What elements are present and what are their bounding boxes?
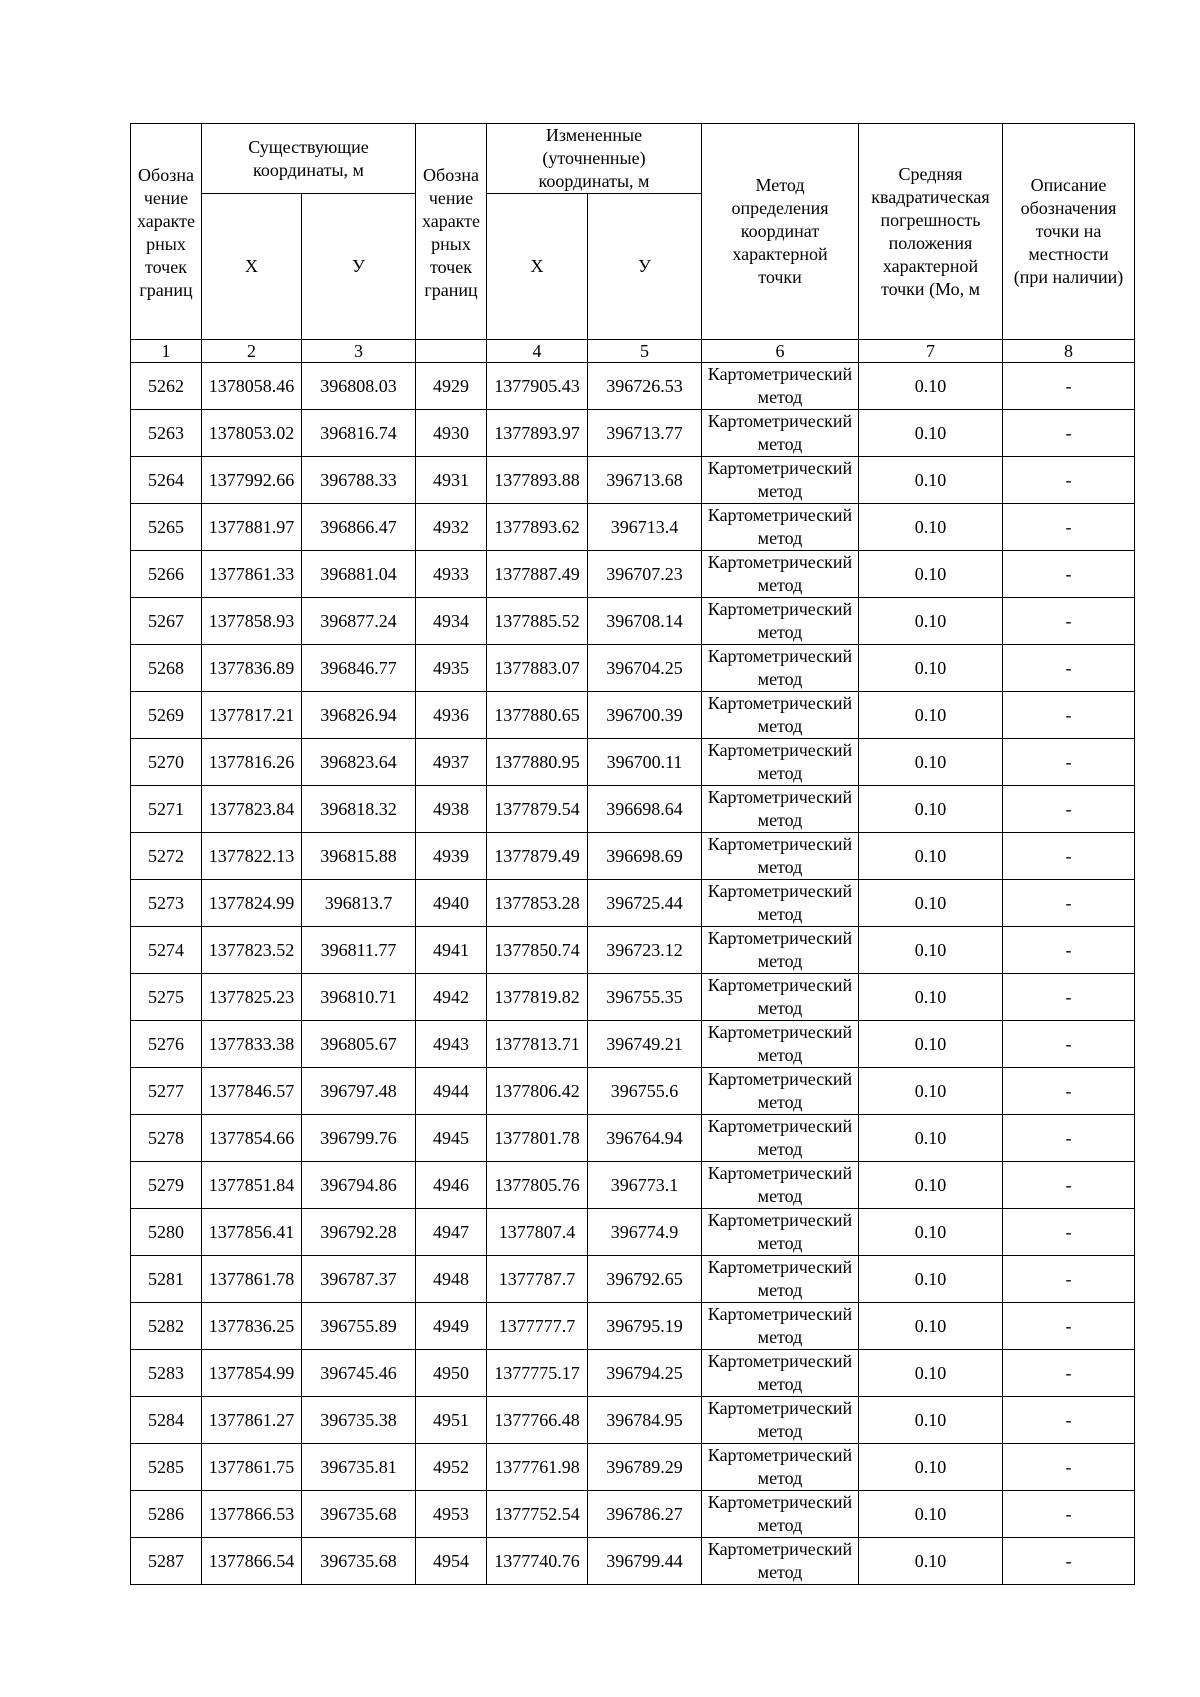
x-changed-cell: 1377801.78 [487, 1115, 588, 1162]
y-changed-cell: 396774.9 [588, 1209, 702, 1256]
method-cell: Картометрический метод [702, 786, 859, 833]
x-existing-cell: 1378058.46 [202, 363, 302, 410]
description-cell: - [1003, 1162, 1135, 1209]
point-existing-cell: 5283 [131, 1350, 202, 1397]
y-existing-cell: 396818.32 [302, 786, 416, 833]
header-method-label: Метод определения координат характерной точки [731, 175, 829, 287]
error-cell: 0.10 [859, 927, 1003, 974]
y-existing-cell: 396826.94 [302, 692, 416, 739]
point-changed-cell: 4948 [416, 1256, 487, 1303]
x-existing-cell: 1377866.53 [202, 1491, 302, 1538]
point-existing-cell: 5284 [131, 1397, 202, 1444]
method-cell: Картометрический метод [702, 739, 859, 786]
method-cell: Картометрический метод [702, 363, 859, 410]
method-cell: Картометрический метод [702, 1209, 859, 1256]
point-changed-cell: 4933 [416, 551, 487, 598]
y-changed-cell: 396713.4 [588, 504, 702, 551]
table-row [131, 504, 1135, 551]
description-cell: - [1003, 363, 1135, 410]
point-existing-cell: 5271 [131, 786, 202, 833]
y-changed-cell: 396700.39 [588, 692, 702, 739]
x-existing-cell: 1377866.54 [202, 1538, 302, 1585]
error-cell: 0.10 [859, 1397, 1003, 1444]
header-designation-existing-label: Обозна чение характе рных точек границ [136, 164, 196, 300]
point-changed-cell: 4931 [416, 457, 487, 504]
y-changed-cell: 396698.64 [588, 786, 702, 833]
header-designation-changed [416, 124, 487, 340]
point-existing-cell: 5280 [131, 1209, 202, 1256]
column-number: 1 [131, 340, 202, 363]
coordinates-table [130, 123, 1135, 1585]
point-changed-cell: 4951 [416, 1397, 487, 1444]
method-cell: Картометрический метод [702, 927, 859, 974]
method-cell: Картометрический метод [702, 880, 859, 927]
table-row [131, 833, 1135, 880]
point-existing-cell: 5282 [131, 1303, 202, 1350]
point-changed-cell: 4945 [416, 1115, 487, 1162]
table-row [131, 1068, 1135, 1115]
y-changed-cell: 396713.77 [588, 410, 702, 457]
y-changed-cell: 396755.6 [588, 1068, 702, 1115]
description-cell: - [1003, 1397, 1135, 1444]
y-changed-cell: 396708.14 [588, 598, 702, 645]
x-existing-cell: 1377854.99 [202, 1350, 302, 1397]
y-existing-cell: 396810.71 [302, 974, 416, 1021]
point-existing-cell: 5267 [131, 598, 202, 645]
table-row [131, 1209, 1135, 1256]
x-existing-cell: 1377836.89 [202, 645, 302, 692]
x-changed-cell: 1377787.7 [487, 1256, 588, 1303]
point-changed-cell: 4934 [416, 598, 487, 645]
y-existing-cell: 396788.33 [302, 457, 416, 504]
description-cell: - [1003, 1115, 1135, 1162]
point-existing-cell: 5270 [131, 739, 202, 786]
description-cell: - [1003, 1491, 1135, 1538]
x-changed-cell: 1377887.49 [487, 551, 588, 598]
table-header [131, 124, 1135, 363]
point-existing-cell: 5273 [131, 880, 202, 927]
x-changed-cell: 1377883.07 [487, 645, 588, 692]
table-row [131, 880, 1135, 927]
point-changed-cell: 4946 [416, 1162, 487, 1209]
point-changed-cell: 4941 [416, 927, 487, 974]
error-cell: 0.10 [859, 1021, 1003, 1068]
x-existing-cell: 1377861.78 [202, 1256, 302, 1303]
error-cell: 0.10 [859, 1115, 1003, 1162]
y-existing-cell: 396755.89 [302, 1303, 416, 1350]
method-cell: Картометрический метод [702, 504, 859, 551]
point-changed-cell: 4954 [416, 1538, 487, 1585]
error-cell: 0.10 [859, 692, 1003, 739]
header-error [859, 124, 1003, 340]
point-existing-cell: 5262 [131, 363, 202, 410]
point-existing-cell: 5276 [131, 1021, 202, 1068]
point-changed-cell: 4953 [416, 1491, 487, 1538]
y-existing-cell: 396815.88 [302, 833, 416, 880]
header-x-changed: Х [487, 194, 588, 340]
header-description-label: Описание обозначения точки на местности (при наличии) [1013, 175, 1124, 287]
description-cell: - [1003, 1538, 1135, 1585]
y-changed-cell: 396713.68 [588, 457, 702, 504]
x-existing-cell: 1377861.33 [202, 551, 302, 598]
point-existing-cell: 5268 [131, 645, 202, 692]
point-changed-cell: 4932 [416, 504, 487, 551]
y-changed-cell: 396794.25 [588, 1350, 702, 1397]
header-method [702, 124, 859, 340]
x-changed-cell: 1377813.71 [487, 1021, 588, 1068]
table-row [131, 1115, 1135, 1162]
y-existing-cell: 396808.03 [302, 363, 416, 410]
header-existing-coordinates-label: Существующие координаты, м [248, 137, 369, 180]
description-cell: - [1003, 1444, 1135, 1491]
description-cell: - [1003, 410, 1135, 457]
x-existing-cell: 1377833.38 [202, 1021, 302, 1068]
y-changed-cell: 396749.21 [588, 1021, 702, 1068]
description-cell: - [1003, 880, 1135, 927]
column-number: 3 [302, 340, 416, 363]
table-row [131, 1491, 1135, 1538]
table-row [131, 1538, 1135, 1585]
column-number: 6 [702, 340, 859, 363]
description-cell: - [1003, 786, 1135, 833]
description-cell: - [1003, 974, 1135, 1021]
column-number: 8 [1003, 340, 1135, 363]
point-existing-cell: 5281 [131, 1256, 202, 1303]
x-existing-cell: 1377823.52 [202, 927, 302, 974]
point-changed-cell: 4943 [416, 1021, 487, 1068]
point-existing-cell: 5266 [131, 551, 202, 598]
y-existing-cell: 396866.47 [302, 504, 416, 551]
x-existing-cell: 1377861.75 [202, 1444, 302, 1491]
point-changed-cell: 4940 [416, 880, 487, 927]
point-changed-cell: 4952 [416, 1444, 487, 1491]
y-existing-cell: 396794.86 [302, 1162, 416, 1209]
table-row [131, 1256, 1135, 1303]
description-cell: - [1003, 833, 1135, 880]
y-changed-cell: 396704.25 [588, 645, 702, 692]
x-existing-cell: 1377823.84 [202, 786, 302, 833]
point-changed-cell: 4942 [416, 974, 487, 1021]
x-existing-cell: 1377861.27 [202, 1397, 302, 1444]
point-changed-cell: 4935 [416, 645, 487, 692]
x-changed-cell: 1377880.65 [487, 692, 588, 739]
point-existing-cell: 5264 [131, 457, 202, 504]
method-cell: Картометрический метод [702, 410, 859, 457]
point-existing-cell: 5263 [131, 410, 202, 457]
y-changed-cell: 396799.44 [588, 1538, 702, 1585]
y-existing-cell: 396881.04 [302, 551, 416, 598]
x-changed-cell: 1377766.48 [487, 1397, 588, 1444]
y-existing-cell: 396797.48 [302, 1068, 416, 1115]
method-cell: Картометрический метод [702, 1256, 859, 1303]
y-changed-cell: 396755.35 [588, 974, 702, 1021]
y-existing-cell: 396787.37 [302, 1256, 416, 1303]
table-row [131, 1303, 1135, 1350]
y-existing-cell: 396745.46 [302, 1350, 416, 1397]
error-cell: 0.10 [859, 1350, 1003, 1397]
y-changed-cell: 396792.65 [588, 1256, 702, 1303]
error-cell: 0.10 [859, 645, 1003, 692]
error-cell: 0.10 [859, 457, 1003, 504]
description-cell: - [1003, 504, 1135, 551]
method-cell: Картометрический метод [702, 1115, 859, 1162]
x-existing-cell: 1377816.26 [202, 739, 302, 786]
table-row [131, 1444, 1135, 1491]
table-row [131, 1021, 1135, 1068]
method-cell: Картометрический метод [702, 1303, 859, 1350]
description-cell: - [1003, 1021, 1135, 1068]
table-row [131, 457, 1135, 504]
y-changed-cell: 396795.19 [588, 1303, 702, 1350]
point-changed-cell: 4944 [416, 1068, 487, 1115]
x-existing-cell: 1377851.84 [202, 1162, 302, 1209]
header-row-1 [131, 124, 1135, 194]
error-cell: 0.10 [859, 1256, 1003, 1303]
point-existing-cell: 5285 [131, 1444, 202, 1491]
header-y-changed: У [588, 194, 702, 340]
header-changed-coordinates-label: Измененные (уточненные) координаты, м [538, 125, 650, 191]
error-cell: 0.10 [859, 504, 1003, 551]
point-existing-cell: 5277 [131, 1068, 202, 1115]
error-cell: 0.10 [859, 410, 1003, 457]
table-row [131, 739, 1135, 786]
method-cell: Картометрический метод [702, 1350, 859, 1397]
error-cell: 0.10 [859, 974, 1003, 1021]
y-changed-cell: 396786.27 [588, 1491, 702, 1538]
y-existing-cell: 396792.28 [302, 1209, 416, 1256]
method-cell: Картометрический метод [702, 974, 859, 1021]
point-existing-cell: 5278 [131, 1115, 202, 1162]
table-row [131, 1397, 1135, 1444]
table-row [131, 1162, 1135, 1209]
error-cell: 0.10 [859, 1303, 1003, 1350]
x-changed-cell: 1377807.4 [487, 1209, 588, 1256]
header-description [1003, 124, 1135, 340]
method-cell: Картометрический метод [702, 551, 859, 598]
method-cell: Картометрический метод [702, 1162, 859, 1209]
x-changed-cell: 1377819.82 [487, 974, 588, 1021]
method-cell: Картометрический метод [702, 1068, 859, 1115]
method-cell: Картометрический метод [702, 457, 859, 504]
x-existing-cell: 1378053.02 [202, 410, 302, 457]
y-existing-cell: 396823.64 [302, 739, 416, 786]
point-existing-cell: 5275 [131, 974, 202, 1021]
y-existing-cell: 396813.7 [302, 880, 416, 927]
x-changed-cell: 1377879.49 [487, 833, 588, 880]
method-cell: Картометрический метод [702, 645, 859, 692]
y-changed-cell: 396700.11 [588, 739, 702, 786]
description-cell: - [1003, 1068, 1135, 1115]
table-row [131, 410, 1135, 457]
error-cell: 0.10 [859, 598, 1003, 645]
error-cell: 0.10 [859, 1162, 1003, 1209]
x-existing-cell: 1377846.57 [202, 1068, 302, 1115]
x-changed-cell: 1377885.52 [487, 598, 588, 645]
header-changed-coordinates [487, 124, 702, 194]
header-x-existing: Х [202, 194, 302, 340]
y-existing-cell: 396735.81 [302, 1444, 416, 1491]
description-cell: - [1003, 927, 1135, 974]
x-existing-cell: 1377824.99 [202, 880, 302, 927]
y-changed-cell: 396707.23 [588, 551, 702, 598]
method-cell: Картометрический метод [702, 1444, 859, 1491]
x-existing-cell: 1377854.66 [202, 1115, 302, 1162]
x-existing-cell: 1377881.97 [202, 504, 302, 551]
description-cell: - [1003, 457, 1135, 504]
x-existing-cell: 1377822.13 [202, 833, 302, 880]
y-changed-cell: 396725.44 [588, 880, 702, 927]
error-cell: 0.10 [859, 1068, 1003, 1115]
column-number: 7 [859, 340, 1003, 363]
description-cell: - [1003, 739, 1135, 786]
y-existing-cell: 396735.68 [302, 1491, 416, 1538]
x-existing-cell: 1377858.93 [202, 598, 302, 645]
table-row [131, 598, 1135, 645]
column-number: 4 [487, 340, 588, 363]
x-changed-cell: 1377893.97 [487, 410, 588, 457]
method-cell: Картометрический метод [702, 1538, 859, 1585]
table-row [131, 1350, 1135, 1397]
y-changed-cell: 396764.94 [588, 1115, 702, 1162]
table-row [131, 974, 1135, 1021]
y-changed-cell: 396784.95 [588, 1397, 702, 1444]
x-changed-cell: 1377905.43 [487, 363, 588, 410]
point-changed-cell: 4929 [416, 363, 487, 410]
x-changed-cell: 1377850.74 [487, 927, 588, 974]
method-cell: Картометрический метод [702, 598, 859, 645]
table-row [131, 551, 1135, 598]
y-changed-cell: 396726.53 [588, 363, 702, 410]
point-existing-cell: 5272 [131, 833, 202, 880]
method-cell: Картометрический метод [702, 1491, 859, 1538]
method-cell: Картометрический метод [702, 1397, 859, 1444]
error-cell: 0.10 [859, 739, 1003, 786]
y-changed-cell: 396723.12 [588, 927, 702, 974]
y-existing-cell: 396735.68 [302, 1538, 416, 1585]
x-changed-cell: 1377879.54 [487, 786, 588, 833]
y-existing-cell: 396816.74 [302, 410, 416, 457]
error-cell: 0.10 [859, 1491, 1003, 1538]
point-existing-cell: 5274 [131, 927, 202, 974]
table-body [131, 363, 1135, 1585]
header-y-existing: У [302, 194, 416, 340]
error-cell: 0.10 [859, 786, 1003, 833]
x-changed-cell: 1377893.62 [487, 504, 588, 551]
x-changed-cell: 1377775.17 [487, 1350, 588, 1397]
x-changed-cell: 1377752.54 [487, 1491, 588, 1538]
error-cell: 0.10 [859, 363, 1003, 410]
method-cell: Картометрический метод [702, 1021, 859, 1068]
x-existing-cell: 1377856.41 [202, 1209, 302, 1256]
point-changed-cell: 4930 [416, 410, 487, 457]
point-existing-cell: 5287 [131, 1538, 202, 1585]
point-changed-cell: 4939 [416, 833, 487, 880]
column-number: 2 [202, 340, 302, 363]
header-designation-changed-label: Обозна чение характе рных точек границ [421, 164, 481, 300]
point-changed-cell: 4936 [416, 692, 487, 739]
description-cell: - [1003, 551, 1135, 598]
y-changed-cell: 396773.1 [588, 1162, 702, 1209]
x-existing-cell: 1377836.25 [202, 1303, 302, 1350]
point-changed-cell: 4950 [416, 1350, 487, 1397]
x-changed-cell: 1377853.28 [487, 880, 588, 927]
description-cell: - [1003, 692, 1135, 739]
x-changed-cell: 1377777.7 [487, 1303, 588, 1350]
x-changed-cell: 1377740.76 [487, 1538, 588, 1585]
header-error-label: Средняя квадратическая погрешность положения характерной точки (Мо, м [871, 163, 990, 299]
error-cell: 0.10 [859, 833, 1003, 880]
y-existing-cell: 396846.77 [302, 645, 416, 692]
column-numbers-row [131, 340, 1135, 363]
x-existing-cell: 1377992.66 [202, 457, 302, 504]
header-existing-coordinates [202, 124, 416, 194]
y-existing-cell: 396877.24 [302, 598, 416, 645]
y-existing-cell: 396799.76 [302, 1115, 416, 1162]
table-row [131, 363, 1135, 410]
column-number: 5 [588, 340, 702, 363]
x-changed-cell: 1377761.98 [487, 1444, 588, 1491]
y-changed-cell: 396698.69 [588, 833, 702, 880]
column-number [416, 340, 487, 363]
point-existing-cell: 5286 [131, 1491, 202, 1538]
description-cell: - [1003, 1209, 1135, 1256]
x-changed-cell: 1377880.95 [487, 739, 588, 786]
description-cell: - [1003, 1350, 1135, 1397]
error-cell: 0.10 [859, 1209, 1003, 1256]
description-cell: - [1003, 1256, 1135, 1303]
x-existing-cell: 1377817.21 [202, 692, 302, 739]
point-changed-cell: 4938 [416, 786, 487, 833]
description-cell: - [1003, 1303, 1135, 1350]
x-changed-cell: 1377893.88 [487, 457, 588, 504]
description-cell: - [1003, 645, 1135, 692]
y-existing-cell: 396735.38 [302, 1397, 416, 1444]
y-changed-cell: 396789.29 [588, 1444, 702, 1491]
table-row [131, 692, 1135, 739]
point-existing-cell: 5265 [131, 504, 202, 551]
y-existing-cell: 396805.67 [302, 1021, 416, 1068]
x-existing-cell: 1377825.23 [202, 974, 302, 1021]
description-cell: - [1003, 598, 1135, 645]
method-cell: Картометрический метод [702, 692, 859, 739]
point-existing-cell: 5269 [131, 692, 202, 739]
table-row [131, 645, 1135, 692]
method-cell: Картометрический метод [702, 833, 859, 880]
table-row [131, 927, 1135, 974]
y-existing-cell: 396811.77 [302, 927, 416, 974]
error-cell: 0.10 [859, 880, 1003, 927]
error-cell: 0.10 [859, 551, 1003, 598]
point-changed-cell: 4937 [416, 739, 487, 786]
table-row [131, 786, 1135, 833]
x-changed-cell: 1377806.42 [487, 1068, 588, 1115]
error-cell: 0.10 [859, 1444, 1003, 1491]
header-designation-existing [131, 124, 202, 340]
x-changed-cell: 1377805.76 [487, 1162, 588, 1209]
point-existing-cell: 5279 [131, 1162, 202, 1209]
point-changed-cell: 4949 [416, 1303, 487, 1350]
error-cell: 0.10 [859, 1538, 1003, 1585]
point-changed-cell: 4947 [416, 1209, 487, 1256]
